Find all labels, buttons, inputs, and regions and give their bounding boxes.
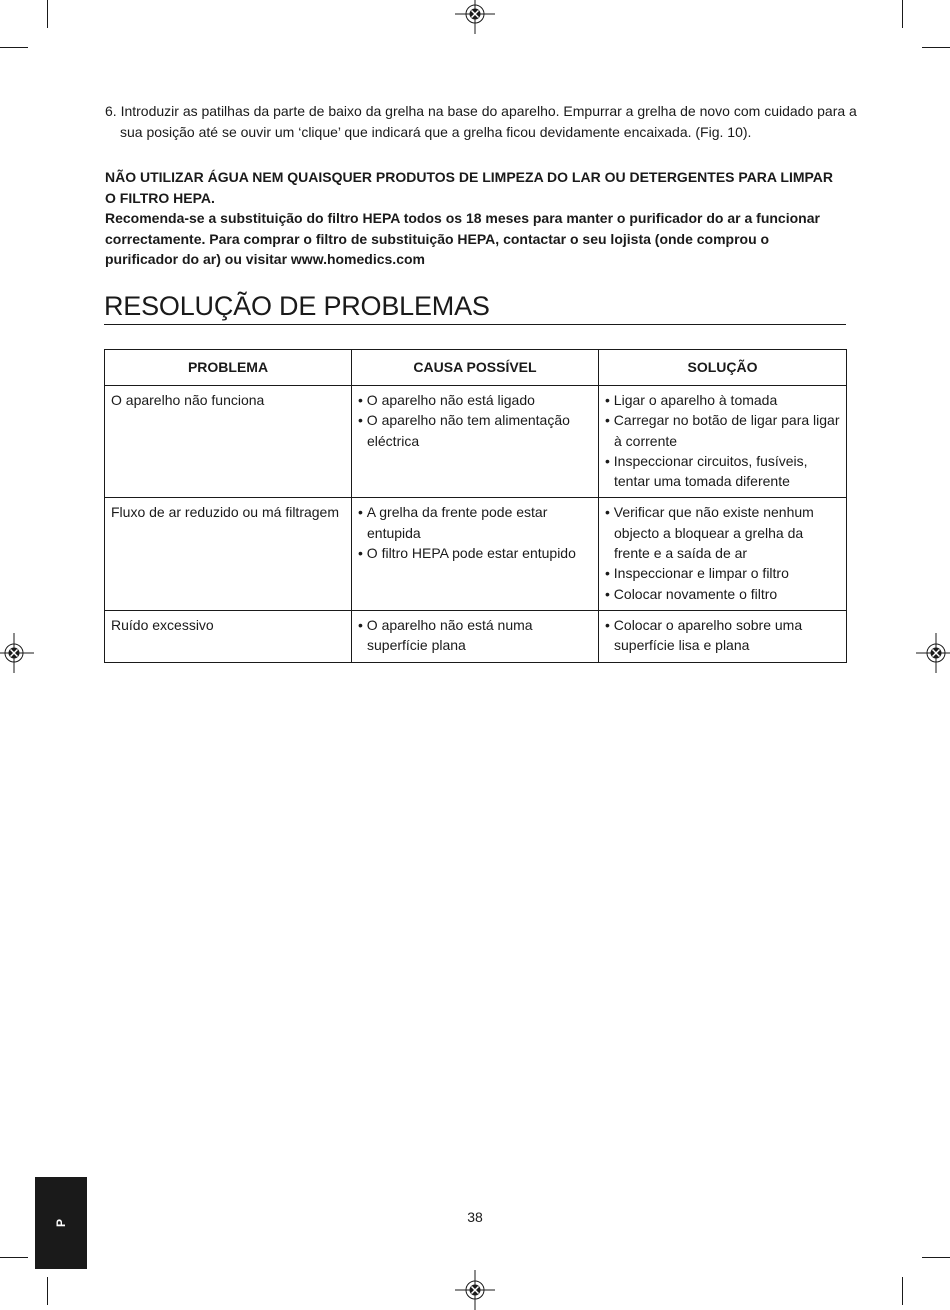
cause-cell [352,610,599,662]
instruction-step-6: 6. Introduzir as patilhas da parte de baixo da grelha na base do aparelho. Empurrar a grelha de novo com cuidado para a sua posição até se ouvir um ‘clique’ que indicará que a grelha ficou devidamente encaixada. (Fig. 10). [105,103,857,140]
crop-mark [47,1277,48,1305]
crop-mark [0,1257,28,1258]
list-item: • Carregar no botão de ligar para ligar à corrente [605,410,840,451]
list-item: • Colocar novamente o filtro [605,584,840,604]
list-item: • Verificar que não existe nenhum objecto a bloquear a grelha da frente e a saída de ar [605,502,840,563]
solution-cell [599,610,847,662]
list-item: • O aparelho não está numa superfície plana [358,615,592,656]
table-row [105,498,847,610]
problem-cell: O aparelho não funciona [105,386,352,498]
recommendation-text: Recomenda-se a substituição do filtro HEPA todos os 18 meses para manter o purificador do ar a funcionar correctamente. Para comprar o filtro de substituição HEPA, contactar o seu lojista (onde comprou o purificador do ar) ou visitar www.homedics.com [105,210,820,267]
registration-mark-icon [455,0,495,34]
header-problem: PROBLEMA [105,350,352,386]
list-item: • O aparelho não está ligado [358,390,592,410]
crop-mark [902,0,903,28]
section-title: RESOLUÇÃO DE PROBLEMAS [104,288,846,325]
crop-mark [0,47,28,48]
header-solution: SOLUÇÃO [599,350,847,386]
troubleshooting-table [104,349,847,663]
list-item: • Ligar o aparelho à tomada [605,390,840,410]
list-item: • Inspeccionar circuitos, fusíveis, tentar uma tomada diferente [605,451,840,492]
language-tab-label: P [54,1218,68,1228]
page-number: 38 [467,1209,483,1225]
list-item: • Inspeccionar e limpar o filtro [605,563,840,583]
table-row [105,386,847,498]
warning-text: NÃO UTILIZAR ÁGUA NEM QUAISQUER PRODUTOS DE LIMPEZA DO LAR OU DETERGENTES PARA LIMPAR O FILTRO HEPA. [105,169,834,206]
cause-cell [352,386,599,498]
list-item: • O aparelho não tem alimentação eléctrica [358,410,592,451]
registration-mark-icon [916,633,950,673]
crop-mark [922,47,950,48]
problem-cell: Ruído excessivo [105,610,352,662]
header-cause: CAUSA POSSÍVEL [352,350,599,386]
language-tab [35,1177,87,1269]
solution-cell [599,498,847,610]
list-item: • A grelha da frente pode estar entupida [358,502,592,543]
registration-mark-icon [455,1270,495,1310]
crop-mark [902,1277,903,1305]
cause-cell [352,498,599,610]
cleaning-warning [105,167,845,270]
solution-cell [599,386,847,498]
table-row [105,610,847,662]
registration-mark-icon [0,633,34,673]
list-item: • Colocar o aparelho sobre uma superfície lisa e plana [605,615,840,656]
crop-mark [47,0,48,28]
table-header-row [105,350,847,386]
list-item: • O filtro HEPA pode estar entupido [358,543,592,563]
crop-mark [922,1257,950,1258]
problem-cell: Fluxo de ar reduzido ou má filtragem [105,498,352,610]
